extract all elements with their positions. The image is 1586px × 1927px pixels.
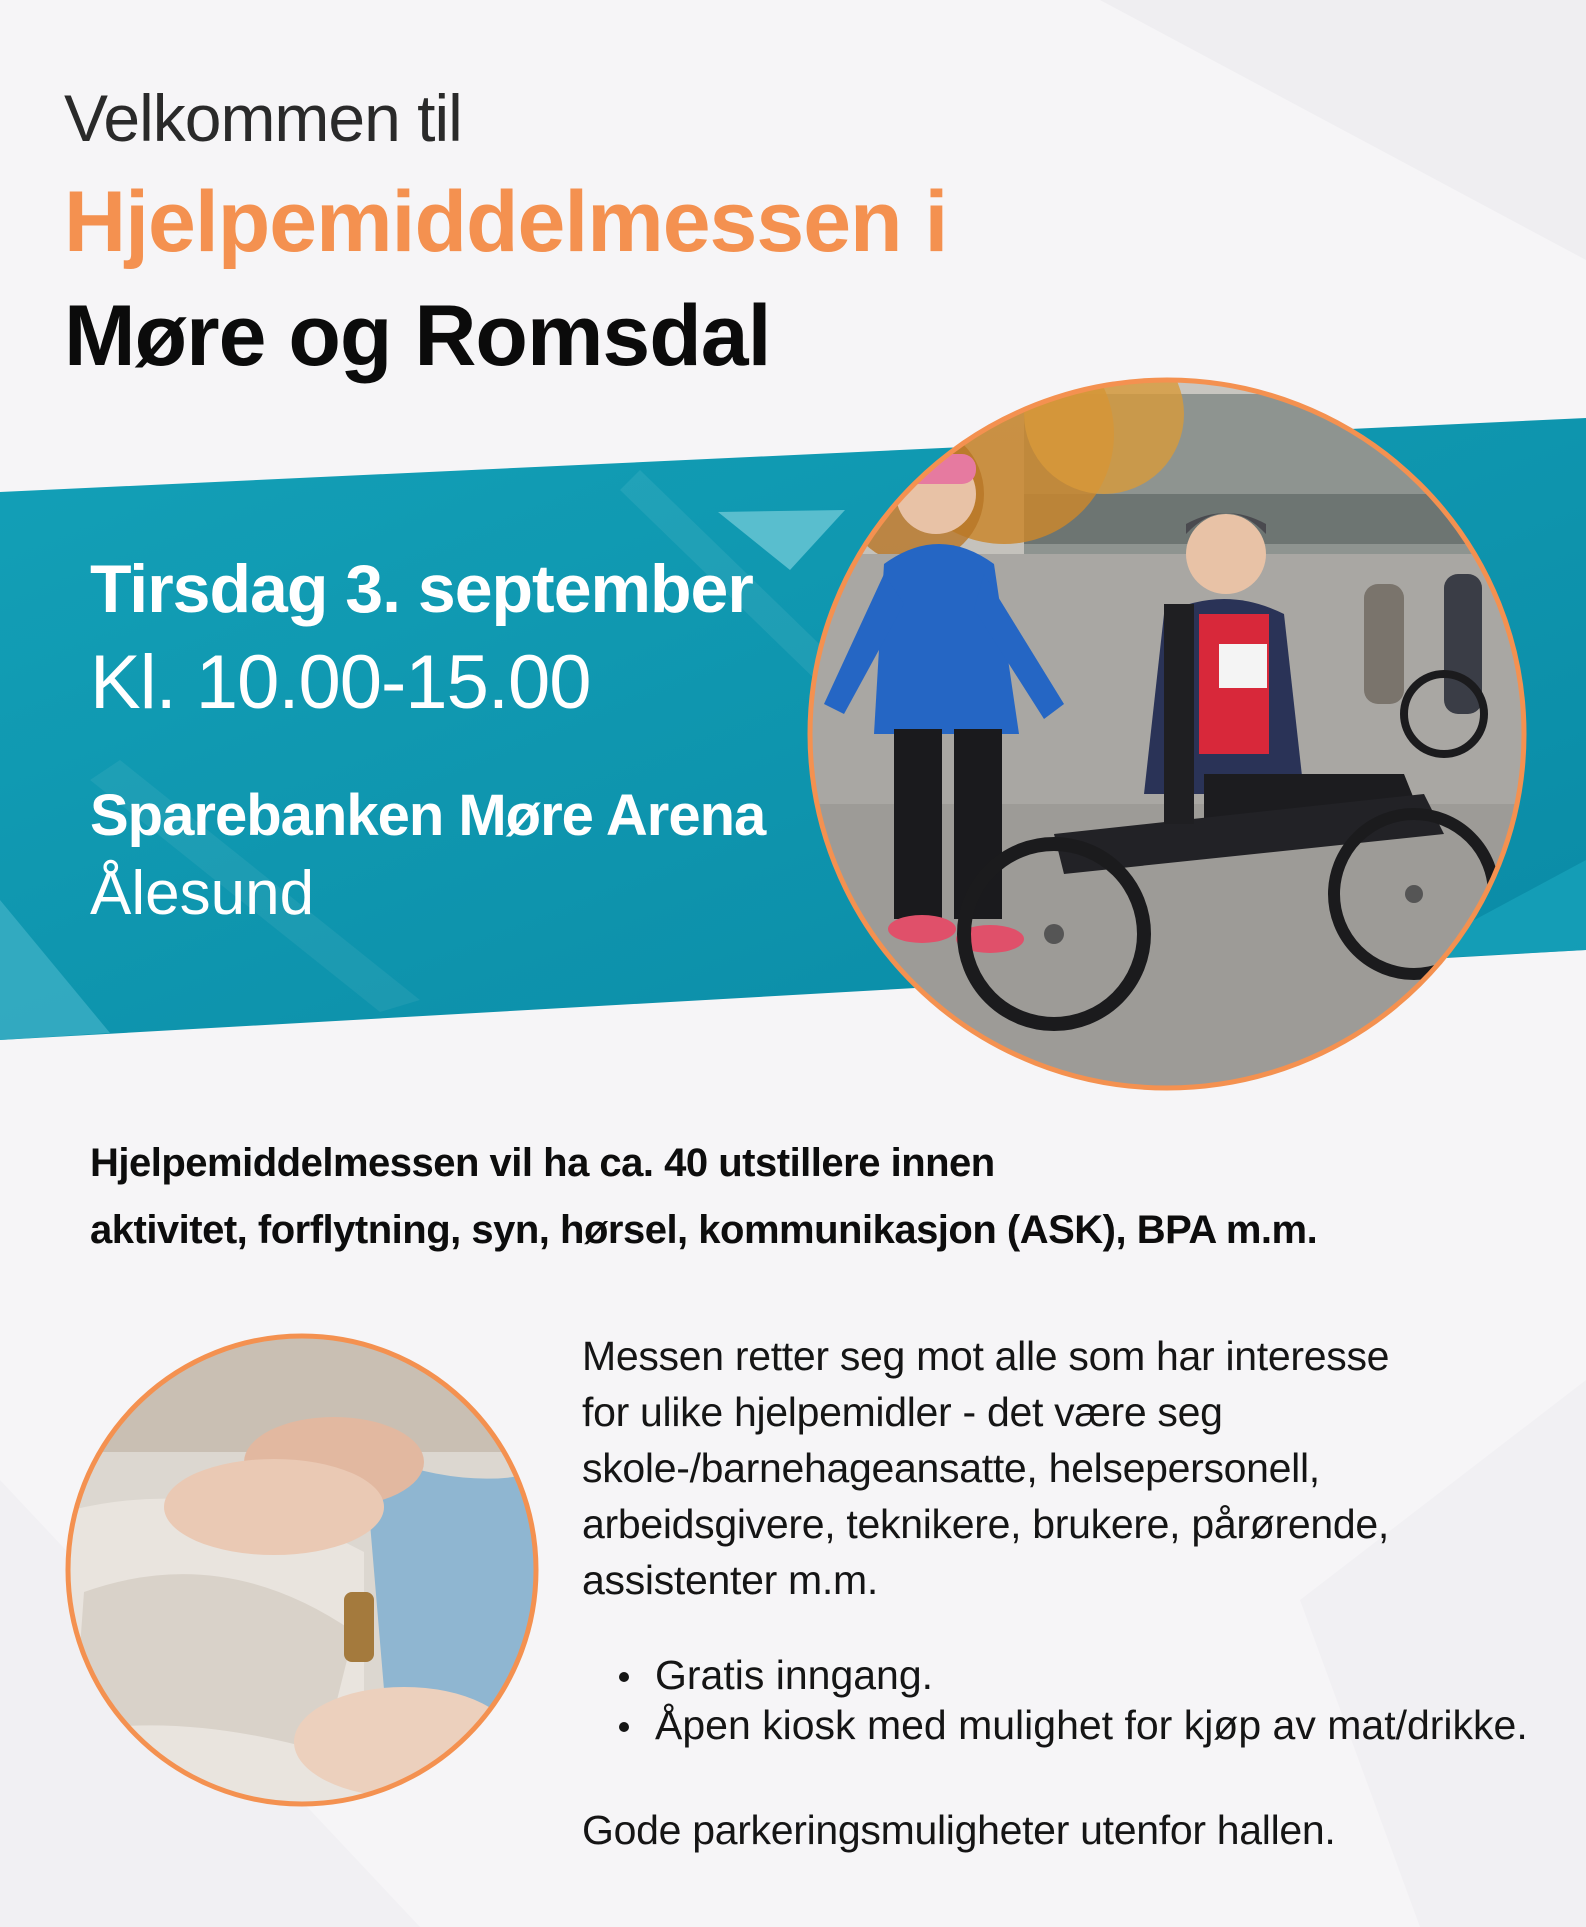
intro-line: aktivitet, forflytning, syn, hørsel, kommunikasjon (ASK), BPA m.m.	[90, 1208, 1318, 1252]
description-line: skole-/barnehageansatte, helsepersonell,	[582, 1445, 1320, 1491]
welcome-text: Velkommen til	[64, 81, 462, 155]
description-line: arbeidsgivere, teknikere, brukere, pårørende,	[582, 1501, 1389, 1547]
bullet-kiosk: Åpen kiosk med mulighet for kjøp av mat/drikke.	[612, 1700, 1528, 1750]
description-line: for ulike hjelpemidler - det være seg	[582, 1389, 1223, 1435]
event-venue: Sparebanken Møre Arena	[90, 783, 766, 848]
event-date: Tirsdag 3. september	[90, 551, 753, 627]
parking-info: Gode parkeringsmuligheter utenfor hallen.	[582, 1807, 1336, 1853]
photo-children-trike	[804, 374, 1530, 1094]
event-time: Kl. 10.00-15.00	[90, 640, 591, 725]
description-line: Messen retter seg mot alle som har interesse	[582, 1333, 1390, 1379]
bullet-free-entry: Gratis inngang.	[612, 1650, 1528, 1700]
intro-text	[90, 1130, 1390, 1264]
event-details	[90, 551, 766, 928]
event-title-line2: Møre og Romsdal	[64, 288, 771, 384]
description	[582, 1328, 1482, 1608]
info-bullets	[612, 1650, 1528, 1750]
event-title-line1: Hjelpemiddelmessen i	[64, 174, 948, 270]
description-line: assistenter m.m.	[582, 1557, 878, 1603]
photo-hands	[64, 1332, 540, 1808]
event-city: Ålesund	[90, 859, 315, 928]
intro-line: Hjelpemiddelmessen vil ha ca. 40 utstillere innen	[90, 1141, 995, 1185]
